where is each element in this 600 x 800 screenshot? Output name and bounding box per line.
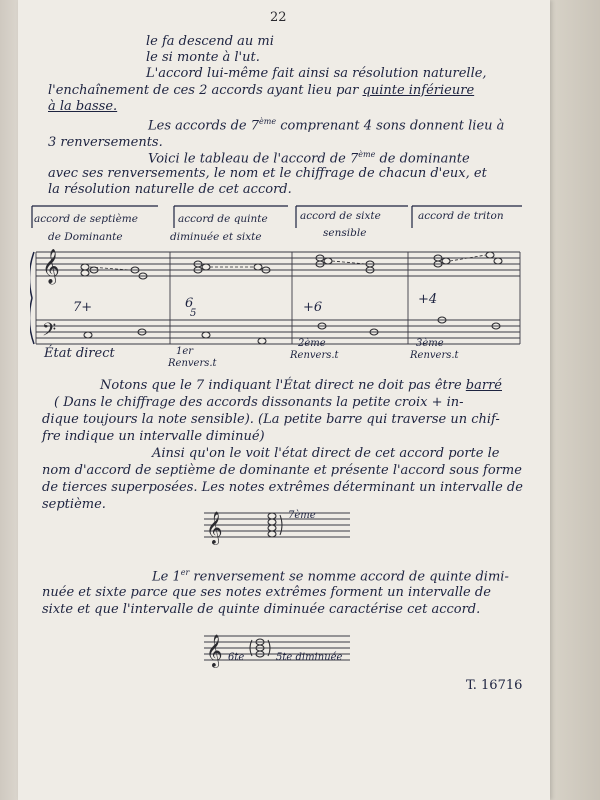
table-header: accord de triton: [418, 210, 504, 222]
table-header: accord de sixte: [300, 210, 381, 222]
text-line: nuée et sixte parce que ses notes extrêmes forment un intervalle de: [42, 585, 491, 600]
text-line: dique toujours la note sensible). (La petite barre qui traverse un chif-: [42, 412, 500, 427]
figure-label: +6: [303, 300, 323, 315]
table-header: de Dominante: [48, 231, 123, 243]
svg-text:𝄞: 𝄞: [42, 249, 60, 284]
text-line: à la basse.: [48, 99, 118, 114]
text-line: sixte et que l'intervalle de quinte diminuée caractérise cet accord.: [42, 602, 481, 617]
table-header: sensible: [323, 227, 367, 239]
text-line: Notons que le 7 indiquant l'État direct ne doit pas être barré: [100, 378, 502, 393]
svg-text:𝄢: 𝄢: [42, 320, 57, 345]
text-line: Le 1er renversement se nomme accord de quinte dimi-: [152, 568, 509, 585]
catalog-number: T. 16716: [466, 678, 523, 693]
text-line: la résolution naturelle de cet accord.: [48, 182, 292, 197]
grand-staff: [30, 244, 530, 354]
bottom-label: 3ème: [416, 338, 444, 349]
table-header: accord de quinte: [178, 213, 268, 225]
bottom-label: Renvers.t: [290, 350, 339, 361]
text-line: nom d'accord de septième de dominante et présente l'accord sous forme: [42, 463, 522, 478]
text-line: septième.: [42, 497, 106, 512]
text-line: Voici le tableau de l'accord de 7ème de dominante: [148, 150, 470, 167]
text-line: l'enchaînement de ces 2 accords ayant lieu par quinte inférieure: [48, 83, 475, 98]
text-line: le si monte à l'ut.: [146, 50, 260, 65]
table-header: diminuée et sixte: [170, 231, 262, 243]
figure-label: 5: [190, 308, 197, 319]
text-line: de tierces superposées. Les notes extrêmes déterminant un intervalle de: [42, 480, 523, 495]
bottom-label: 1er: [176, 346, 194, 357]
interval-label: 5te diminuée: [276, 652, 343, 663]
interval-label: 6te: [228, 652, 245, 663]
page-number: 22: [270, 10, 287, 25]
figure-label: +4: [418, 292, 438, 307]
figure-label: 6: [185, 296, 194, 311]
bottom-label: 2ème: [298, 338, 326, 349]
bottom-label: Renvers.t: [168, 358, 217, 369]
text-line: L'accord lui-même fait ainsi sa résolution naturelle,: [146, 66, 487, 81]
interval-label: 7ème: [288, 510, 316, 521]
text-line: ( Dans le chiffrage des accords dissonants la petite croix + in-: [54, 395, 464, 410]
manuscript-page: [18, 0, 550, 800]
svg-text:𝄞: 𝄞: [206, 634, 223, 667]
text-line: Ainsi qu'on le voit l'état direct de cet accord porte le: [152, 446, 500, 461]
bottom-label: État direct: [44, 346, 115, 361]
text-line: avec ses renversements, le nom et le chiffrage de chacun d'eux, et: [48, 166, 487, 181]
music-example-seventh: [200, 505, 360, 545]
text-line: 3 renversements.: [48, 135, 163, 150]
table-header: accord de septième: [34, 213, 138, 225]
bottom-label: Renvers.t: [410, 350, 459, 361]
text-line: fre indique un intervalle diminué): [42, 429, 265, 444]
figure-label: 7+: [73, 300, 93, 315]
text-line: Les accords de 7ème comprenant 4 sons donnent lieu à: [148, 117, 505, 134]
svg-text:𝄞: 𝄞: [206, 511, 223, 544]
text-line: le fa descend au mi: [146, 34, 274, 49]
background-right: [548, 0, 600, 800]
